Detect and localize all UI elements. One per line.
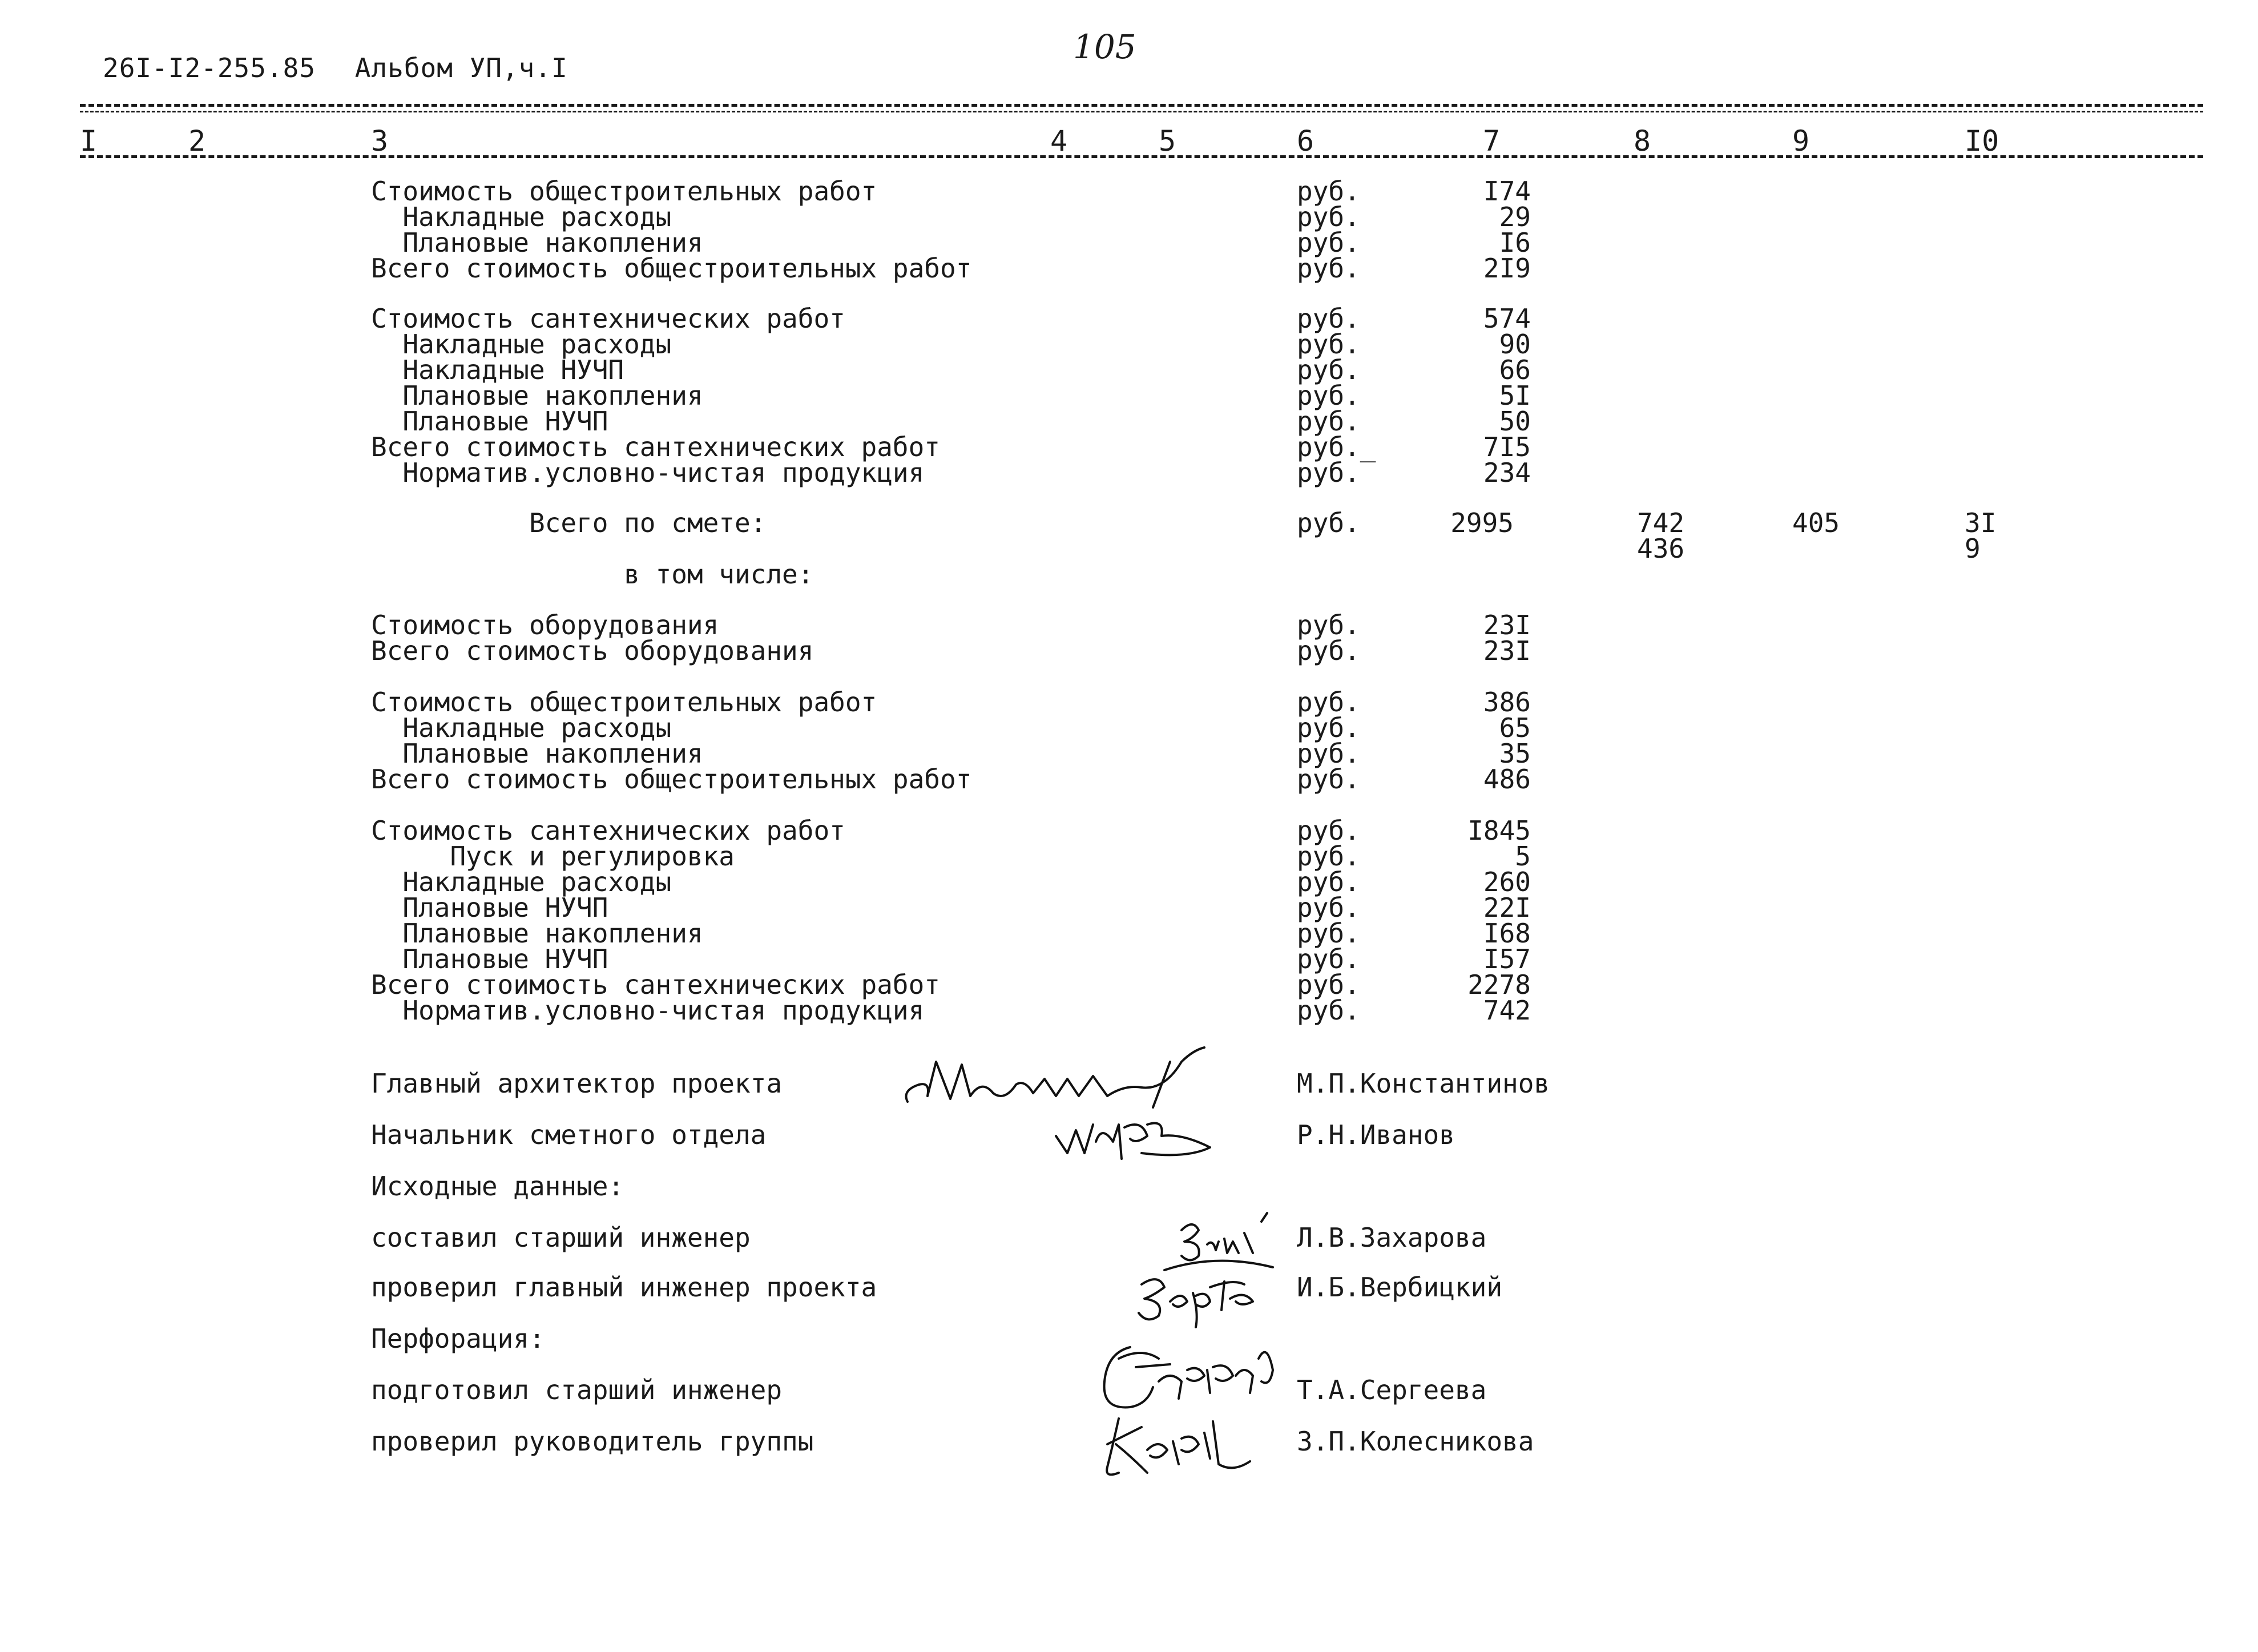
row-unit: руб. (1297, 354, 1360, 385)
grand-total-label: Всего по смете: (371, 507, 767, 538)
row-label: Накладные расходы (371, 202, 672, 232)
row-value-7: 50 (1499, 406, 1531, 437)
row-value-7: 234 (1483, 457, 1531, 488)
compiled-role: составил старший инженер (371, 1222, 751, 1253)
checked-role: проверил главный инженер проекта (371, 1272, 877, 1303)
row-unit: руб. (1297, 712, 1360, 743)
grand-total-value-8: 742 (1637, 507, 1685, 538)
column-heading-3: 3 (371, 124, 389, 158)
row-unit: руб. (1297, 815, 1360, 846)
album-label: Альбом УП,ч.I (354, 53, 568, 83)
row-label: Всего стоимость общестроительных работ (371, 764, 972, 795)
row-unit: руб. (1297, 892, 1360, 923)
row-value-7: 35 (1499, 738, 1531, 769)
column-heading-9: 9 (1792, 124, 1810, 158)
prepared-name: Т.А.Сергеева (1297, 1375, 1487, 1405)
row-label: Стоимость сантехнических работ (371, 303, 845, 334)
row-label: Плановые накопления (371, 738, 703, 769)
row-value-7: 65 (1499, 712, 1531, 743)
row-unit: руб. (1297, 841, 1360, 872)
row-unit: руб. (1297, 610, 1360, 640)
grand-total-value-8b: 436 (1637, 533, 1685, 564)
row-value-7: 29 (1499, 202, 1531, 232)
row-unit: руб. (1297, 329, 1360, 360)
row-value-7: I68 (1483, 918, 1531, 949)
row-unit: руб. (1297, 738, 1360, 769)
column-heading-7: 7 (1483, 124, 1501, 158)
row-unit: руб. (1297, 380, 1360, 411)
row-value-7: I74 (1483, 176, 1531, 207)
row-unit: руб. (1297, 406, 1360, 437)
signature-prepared (1096, 1336, 1290, 1421)
row-label: Всего стоимость сантехнических работ (371, 969, 940, 1000)
row-label: Плановые НУЧП (371, 944, 608, 974)
row-label: Всего стоимость общестроительных работ (371, 253, 972, 284)
estimate-head-name: Р.Н.Иванов (1297, 1119, 1455, 1150)
column-heading-1: I (80, 124, 98, 158)
row-value-7: 2278 (1467, 969, 1531, 1000)
row-unit: руб. (1297, 176, 1360, 207)
row-label: Плановые накопления (371, 227, 703, 258)
checked-group-name: З.П.Колесникова (1297, 1426, 1534, 1457)
row-label: Накладные расходы (371, 329, 672, 360)
row-value-7: 22I (1483, 892, 1531, 923)
row-value-7: 23I (1483, 635, 1531, 666)
signature-checked-group (1096, 1410, 1279, 1484)
grand-total-value-10b: 9 (1965, 533, 1981, 564)
checked-group-role: проверил руководитель группы (371, 1426, 814, 1457)
row-value-7: I6 (1499, 227, 1531, 258)
row-unit: руб. (1297, 303, 1360, 334)
row-value-7: 7I5 (1483, 432, 1531, 462)
row-label: Норматив.условно-чистая продукция (371, 457, 925, 488)
row-unit: руб. (1297, 995, 1360, 1026)
chief-architect-role: Главный архитектор проекта (371, 1068, 783, 1099)
signature-estimate-head (1050, 1102, 1233, 1176)
row-label: Накладные расходы (371, 712, 672, 743)
row-unit: руб. (1297, 253, 1360, 284)
row-value-7: 66 (1499, 354, 1531, 385)
row-label: Стоимость общестроительных работ (371, 687, 877, 718)
grand-total-value-9: 405 (1792, 507, 1840, 538)
row-label: Стоимость сантехнических работ (371, 815, 845, 846)
document-code: 26I-I2-255.85 (103, 53, 316, 83)
column-heading-6: 6 (1297, 124, 1315, 158)
checked-name: И.Б.Вербицкий (1297, 1272, 1503, 1303)
row-label: Норматив.условно-чистая продукция (371, 995, 925, 1026)
grand-total-value-10: 3I (1965, 507, 1997, 538)
row-unit: руб. (1297, 918, 1360, 949)
row-unit: руб. (1297, 457, 1360, 488)
column-heading-5: 5 (1159, 124, 1176, 158)
row-value-7: I57 (1483, 944, 1531, 974)
row-value-7: I845 (1467, 815, 1531, 846)
row-value-7: 2I9 (1483, 253, 1531, 284)
row-value-7: 574 (1483, 303, 1531, 334)
row-label: Стоимость общестроительных работ (371, 176, 877, 207)
row-value-7: 486 (1483, 764, 1531, 795)
row-unit: руб. (1297, 867, 1360, 897)
estimate-head-role: Начальник сметного отдела (371, 1119, 767, 1150)
row-label: Плановые накопления (371, 380, 703, 411)
row-label: Накладные расходы (371, 867, 672, 897)
column-heading-4: 4 (1050, 124, 1068, 158)
row-value-7: 23I (1483, 610, 1531, 640)
chief-architect-name: М.П.Константинов (1297, 1068, 1550, 1099)
row-label: Плановые накопления (371, 918, 703, 949)
row-label: Накладные НУЧП (371, 354, 624, 385)
document-header (103, 53, 568, 83)
header-rule-bottom (80, 155, 2203, 158)
row-label: Всего стоимость сантехнических работ (371, 432, 940, 462)
row-unit: руб. (1297, 687, 1360, 718)
column-heading-8: 8 (1634, 124, 1651, 158)
row-unit: руб. (1297, 635, 1360, 666)
row-label: Плановые НУЧП (371, 892, 608, 923)
column-heading-2: 2 (188, 124, 206, 158)
row-unit: руб. (1297, 969, 1360, 1000)
column-heading-10: I0 (1965, 124, 1999, 158)
prepared-role: подготовил старший инженер (371, 1375, 783, 1405)
row-value-7: 90 (1499, 329, 1531, 360)
row-label: Стоимость оборудования (371, 610, 719, 640)
row-unit: руб. (1297, 507, 1360, 538)
row-value-7: 5 (1515, 841, 1531, 872)
row-unit: руб. (1297, 202, 1360, 232)
signature-checked (1130, 1256, 1290, 1330)
row-unit: руб. (1297, 227, 1360, 258)
page-number: 105 (1073, 27, 1136, 66)
row-label: Всего стоимость оборудования (371, 635, 814, 666)
row-label: Плановые НУЧП (371, 406, 608, 437)
row-unit: руб. (1297, 764, 1360, 795)
row-label: Пуск и регулировка (371, 841, 735, 872)
row-value-7: 260 (1483, 867, 1531, 897)
source-data-label: Исходные данные: (371, 1171, 624, 1202)
header-rule-top (80, 104, 2203, 107)
compiled-name: Л.В.Захарова (1297, 1222, 1487, 1253)
row-value-7: 5I (1499, 380, 1531, 411)
grand-total-value-7: 2995 (1450, 507, 1514, 538)
perforation-label: Перфорация: (371, 1323, 545, 1354)
header-rule-top-2 (80, 111, 2203, 112)
row-unit: руб. (1297, 944, 1360, 974)
row-value-7: 386 (1483, 687, 1531, 718)
row-value-7: 742 (1483, 995, 1531, 1026)
including-label: в том числе: (371, 559, 814, 590)
row-unit: руб._ (1297, 432, 1376, 462)
